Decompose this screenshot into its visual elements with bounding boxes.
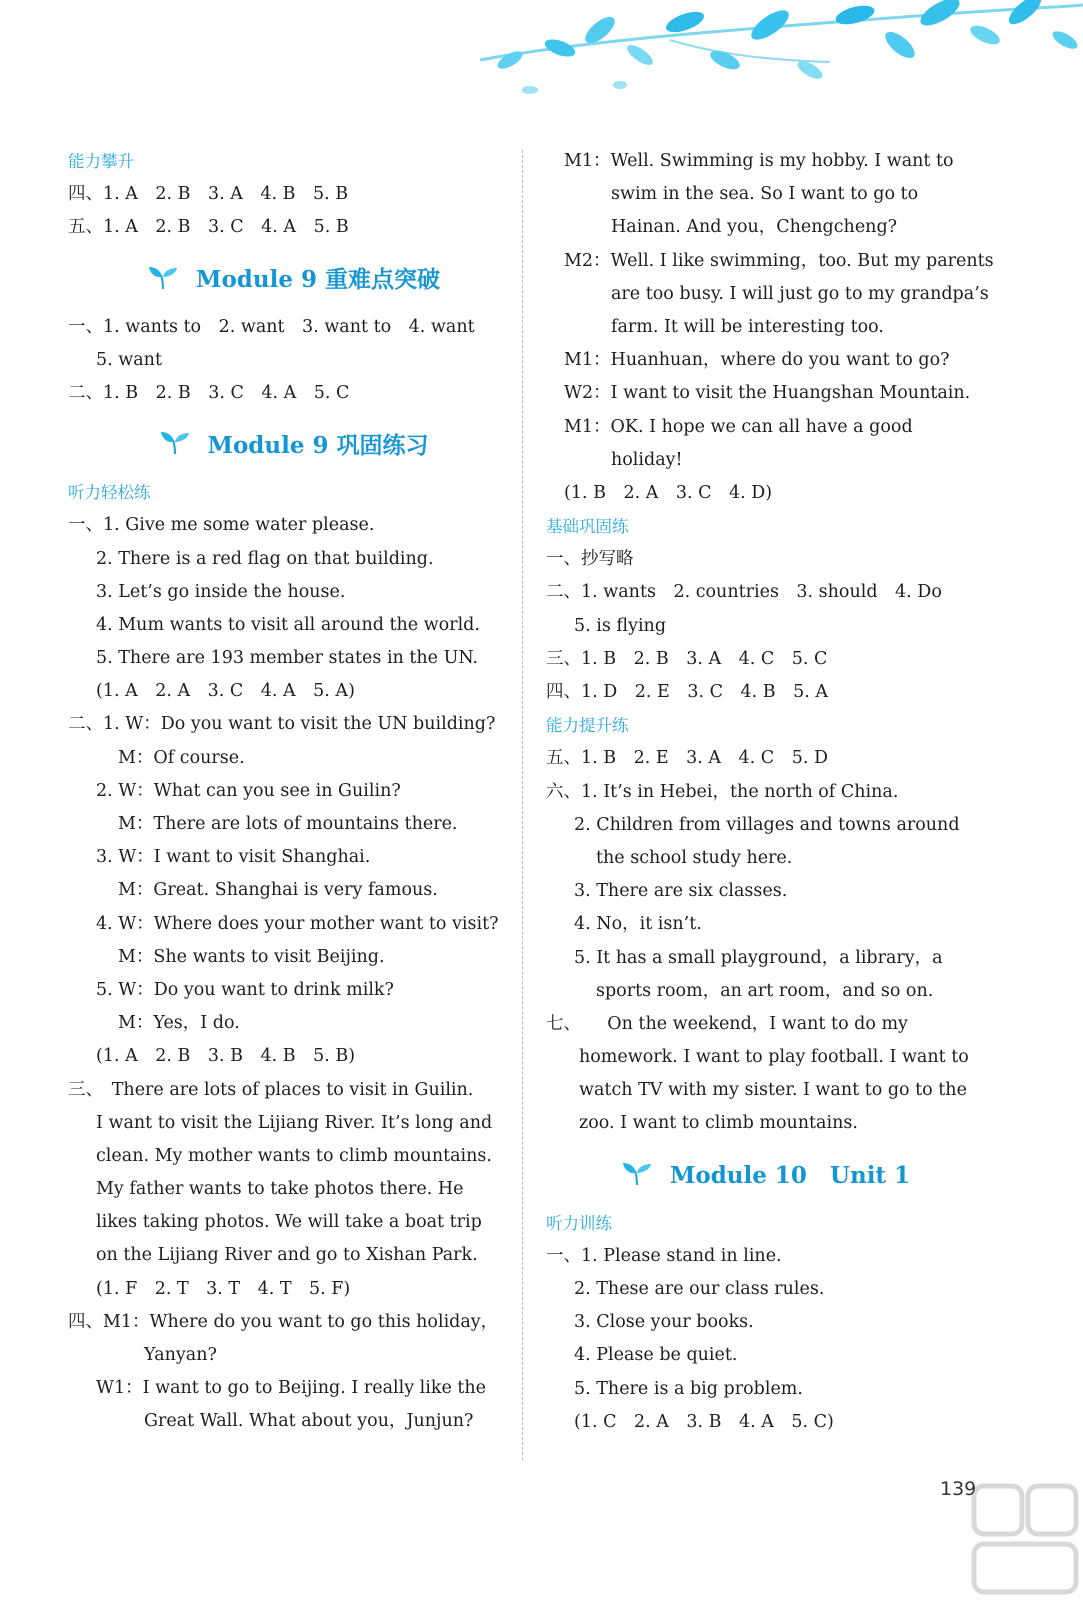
answer-line: 七、 On the weekend，I want to do my (546, 1013, 908, 1034)
subsection-label: 听力训练 (546, 1213, 612, 1233)
section-heading (68, 245, 520, 311)
page-number: 139 (940, 1478, 977, 1500)
sprout-icon (160, 431, 190, 455)
answer-line: I want to visit the Lijiang River. It’s long and (96, 1112, 493, 1133)
answer-line: 一、抄写略 (546, 549, 634, 570)
answer-line: sports room，an art room，and so on. (596, 980, 934, 1001)
answer-line: M：She wants to visit Beijing. (118, 946, 385, 967)
answer-line: 一、1. Give me some water please. (68, 515, 375, 536)
answer-line: 5. There is a big problem. (574, 1378, 803, 1399)
subsection-label: 基础巩固练 (546, 517, 629, 537)
answer-line: 2. W：What can you see in Guilin? (96, 780, 401, 801)
answer-line: M：Yes，I do. (118, 1013, 240, 1034)
answer-line: 三、1. B 2. B 3. A 4. C 5. C (546, 648, 828, 669)
answer-line: (1. A 2. A 3. C 4. A 5. A) (96, 681, 355, 702)
answer-line: 四、1. A 2. B 3. A 4. B 5. B (68, 184, 349, 205)
subsection-label: 能力攀升 (68, 152, 134, 171)
answer-line: 2. Children from villages and towns around (574, 814, 960, 835)
answer-line: watch TV with my sister. I want to go to the (579, 1080, 967, 1101)
answer-line: farm. It will be interesting too. (611, 316, 884, 337)
answer-line: (1. A 2. B 3. B 4. B 5. B) (96, 1046, 356, 1067)
answer-line: on the Lijiang River and go to Xishan Park. (96, 1245, 478, 1266)
answer-line: 五、1. B 2. E 3. A 4. C 5. D (546, 748, 828, 769)
leaf-branch-decoration (470, 0, 1083, 110)
answer-line: Yanyan? (144, 1345, 217, 1365)
right-column (546, 145, 994, 1439)
answer-line: 5. want (96, 349, 162, 370)
subsection-label: 听力轻松练 (68, 483, 151, 503)
column-divider (522, 150, 523, 1460)
section-heading (68, 410, 520, 476)
answer-line: 一、1. Please stand in line. (546, 1245, 782, 1266)
answer-line: M1：OK. I hope we can all have a good (564, 416, 913, 437)
answer-line: Hainan. And you，Chengcheng? (611, 217, 898, 238)
answer-line: 3. There are six classes. (574, 881, 788, 902)
answer-line: 六、1. It’s in Hebei，the north of China. (546, 781, 899, 802)
sprout-icon (148, 266, 178, 290)
answer-line: 2. There is a red flag on that building. (96, 548, 434, 569)
answer-line: 5. is flying (574, 615, 667, 636)
answer-line: 2. These are our class rules. (574, 1279, 825, 1299)
answer-line: homework. I want to play football. I want to (579, 1047, 969, 1068)
answer-line: 二、1. wants 2. countries 3. should 4. Do (546, 582, 942, 603)
answer-line: M2：Well. I like swimming，too. But my parents (564, 250, 994, 271)
answer-line: W1：I want to go to Beijing. I really like the (96, 1378, 487, 1399)
answer-line: 5. It has a small playground，a library，a (574, 947, 943, 968)
answer-line: 四、M1：Where do you want to go this holiday， (68, 1311, 499, 1332)
answer-line: likes taking photos. We will take a boat trip (96, 1212, 482, 1233)
answer-line: swim in the sea. So I want to go to (611, 184, 919, 205)
answer-line: 3. W：I want to visit Shanghai. (96, 847, 371, 868)
sprout-icon (622, 1162, 652, 1186)
answer-line: 五、1. A 2. B 3. C 4. A 5. B (68, 217, 349, 238)
answer-line: 5. There are 193 member states in the UN. (96, 648, 479, 669)
answer-line: clean. My mother wants to climb mountains. (96, 1145, 492, 1166)
answer-line: M：Of course. (118, 747, 245, 768)
answer-line: W2：I want to visit the Huangshan Mountain. (564, 383, 971, 404)
answer-line: My father wants to take photos there. He (96, 1179, 464, 1200)
answer-line: 三、 There are lots of places to visit in Guilin. (68, 1079, 474, 1100)
answer-line: M1：Well. Swimming is my hobby. I want to (564, 151, 954, 171)
answer-line: are too busy. I will just go to my grandpa’s (611, 283, 989, 304)
answer-line: 5. W：Do you want to drink milk? (96, 979, 394, 1000)
answer-line: zoo. I want to climb mountains. (579, 1113, 858, 1134)
answer-line: (1. C 2. A 3. B 4. A 5. C) (574, 1411, 834, 1432)
answer-line: 二、1. W：Do you want to visit the UN building? (68, 714, 496, 735)
section-heading-text: Module 10 Unit 1 (669, 1162, 911, 1190)
answer-line: 4. Mum wants to visit all around the world. (96, 614, 480, 635)
watermark-logo (966, 1478, 1083, 1600)
answer-line: holiday! (611, 449, 683, 470)
answer-line: 3. Let’s go inside the house. (96, 581, 346, 602)
answer-line: 4. W：Where does your mother want to visit? (96, 913, 499, 934)
answer-line: M：There are lots of mountains there. (118, 814, 458, 834)
answer-line: 二、1. B 2. B 3. C 4. A 5. C (68, 382, 350, 403)
section-heading-text: Module 9 重难点突破 (196, 266, 440, 294)
answer-line: 3. Close your books. (574, 1312, 754, 1333)
section-heading (546, 1141, 986, 1207)
answer-line: 四、1. D 2. E 3. C 4. B 5. A (546, 682, 828, 702)
answer-line: (1. F 2. T 3. T 4. T 5. F) (96, 1278, 351, 1299)
answer-line: the school study here. (596, 847, 793, 868)
section-heading-text: Module 9 巩固练习 (207, 431, 429, 459)
answer-line: Great Wall. What about you，Junjun? (144, 1411, 474, 1432)
subsection-label: 能力提升练 (546, 716, 629, 736)
answer-line: 4. Please be quiet. (574, 1345, 738, 1366)
answer-line: 4. No，it isn’t. (574, 914, 702, 935)
answer-line: 一、1. wants to 2. want 3. want to 4. want (68, 316, 475, 337)
answer-line: (1. B 2. A 3. C 4. D) (564, 482, 773, 503)
answer-line: M1：Huanhuan，where do you want to go? (564, 350, 950, 371)
answer-line: M：Great. Shanghai is very famous. (118, 880, 438, 901)
left-column (68, 145, 520, 1439)
